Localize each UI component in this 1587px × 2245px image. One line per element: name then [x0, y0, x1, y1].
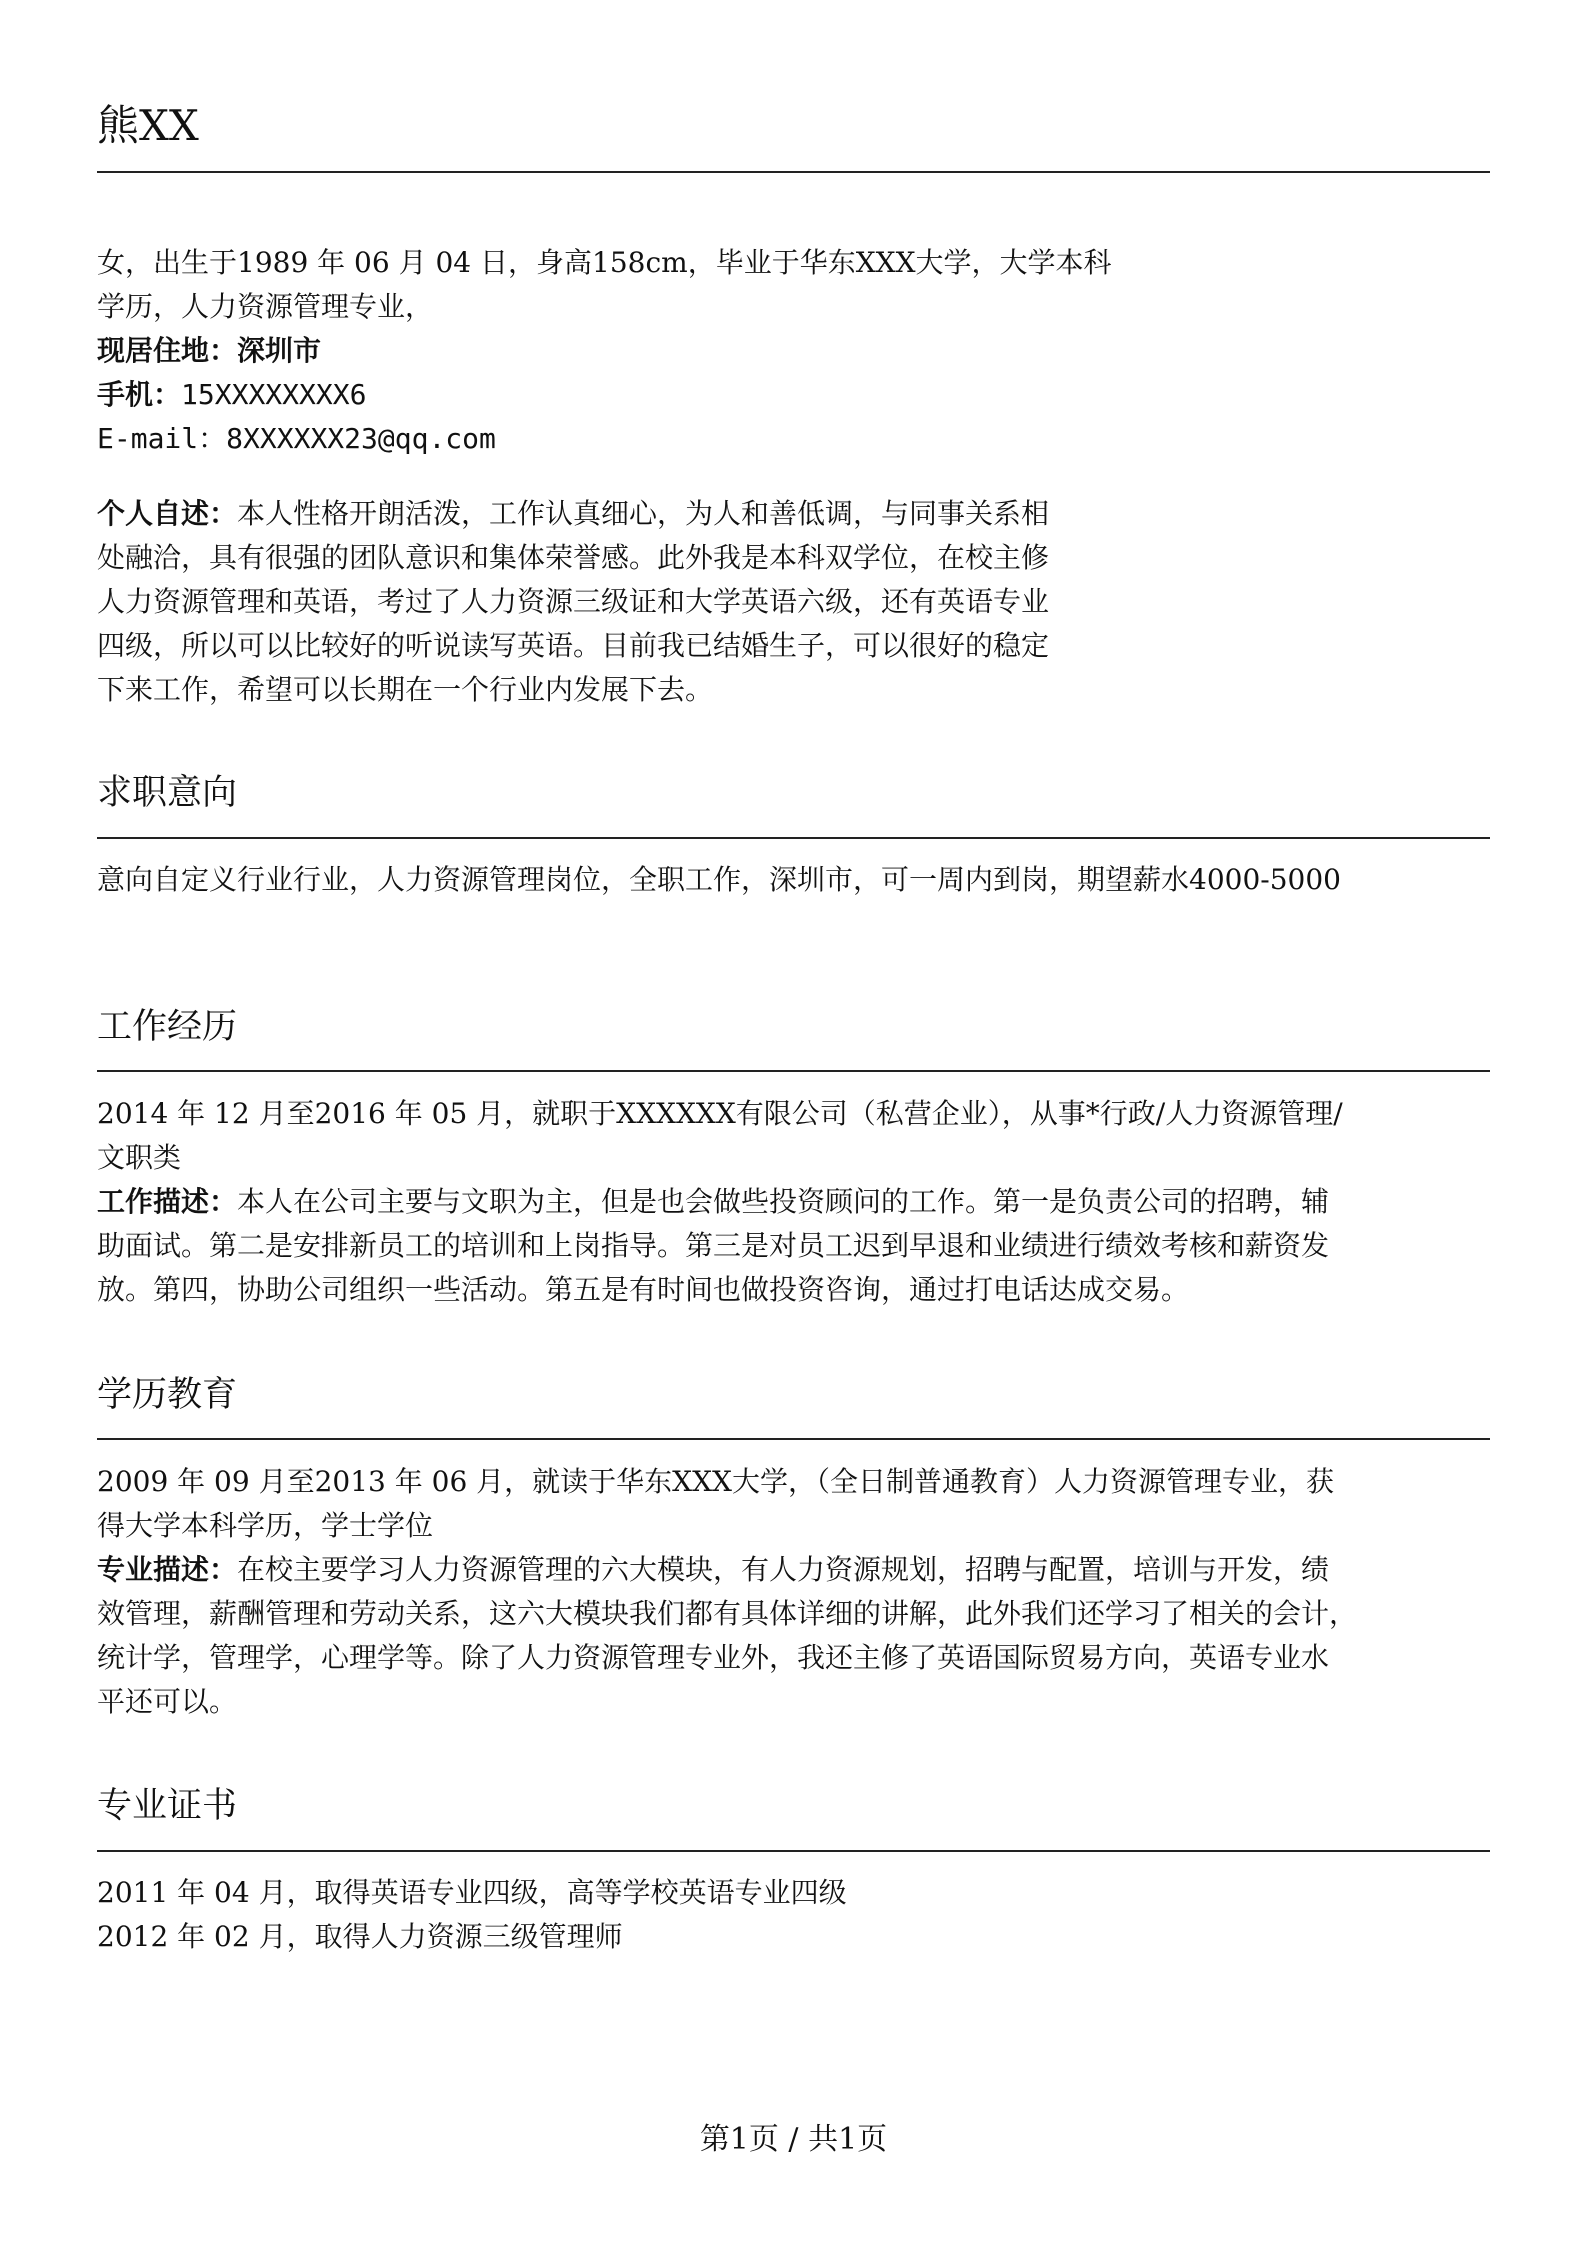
work-desc-line2: 助面试。第二是安排新员工的培训和上岗指导。第三是对员工迟到早退和业绩进行绩效考核和薪资发: [97, 1229, 1330, 1262]
work-desc-label: 工作描述：: [97, 1185, 238, 1218]
self-desc-line4: 四级，所以可以比较好的听说读写英语。目前我已结婚生子，可以很好的稳定: [97, 629, 1050, 662]
education-desc-line1: [97, 1548, 1357, 1592]
job-intent-title: 求职意向: [97, 773, 238, 813]
work-desc-line1: [97, 1180, 1343, 1224]
email-value: 8XXXXXX23@qq.com: [226, 422, 496, 455]
self-desc-line3: 人力资源管理和英语，考过了人力资源三级证和大学英语六级，还有英语专业: [97, 585, 1050, 618]
work-desc-text1: 本人在公司主要与文职为主，但是也会做些投资顾问的工作。第一是负责公司的招聘，辅: [237, 1185, 1330, 1218]
work-desc-line3: 放。第四，协助公司组织一些活动。第五是有时间也做投资咨询，通过打电话达成交易。: [97, 1273, 1190, 1306]
residence-value: 深圳市: [237, 334, 322, 367]
education-block: [97, 1460, 1357, 1724]
page-footer: 第1页 / 共1页: [699, 2122, 888, 2157]
self-desc-text1: 本人性格开朗活泼，工作认真细心，为人和善低调，与同事关系相: [237, 497, 1050, 530]
certificates-title: 专业证书: [97, 1786, 238, 1826]
phone-label: 手机：: [97, 378, 182, 411]
education-desc-text1: 在校主要学习人力资源管理的六大模块，有人力资源规划，招聘与配置，培训与开发，绩: [237, 1553, 1330, 1586]
resume-name: 熊XX: [97, 101, 199, 150]
email-label: E-mail：: [97, 422, 227, 455]
self-desc-line1: [97, 492, 1049, 536]
certificate-item: 2011 年 04 月，取得英语专业四级，高等学校英语专业四级: [97, 1876, 847, 1909]
job-intent-block: [97, 858, 1341, 902]
profile-block: [97, 241, 1112, 461]
profile-intro-line1: 女，出生于1989 年 06 月 04 日，身高158cm，毕业于华东XXX大学，大学本科: [97, 246, 1112, 279]
certificates-divider: [97, 1850, 1490, 1852]
residence-label: 现居住地：: [97, 334, 238, 367]
certificate-item: 2012 年 02 月，取得人力资源三级管理师: [97, 1920, 623, 1953]
profile-intro-line2: 学历，人力资源管理专业，: [97, 290, 434, 323]
education-desc-line3: 统计学，管理学，心理学等。除了人力资源管理专业外，我还主修了英语国际贸易方向，英语专业水: [97, 1641, 1330, 1674]
self-desc-line5: 下来工作，希望可以长期在一个行业内发展下去。: [97, 673, 714, 706]
phone-line: [97, 373, 1112, 417]
education-desc-label: 专业描述：: [97, 1553, 238, 1586]
job-intent-divider: [97, 837, 1490, 839]
education-line1: 2009 年 09 月至2013 年 06 月，就读于华东XXX大学，（全日制普通教育）人力资源管理专业，获: [97, 1465, 1334, 1498]
education-desc-line4: 平还可以。: [97, 1685, 238, 1718]
education-desc-line2: 效管理，薪酬管理和劳动关系，这六大模块我们都有具体详细的讲解，此外我们还学习了相关的会计，: [97, 1597, 1358, 1630]
residence-line: [97, 329, 1112, 373]
education-divider: [97, 1438, 1490, 1440]
work-block: [97, 1092, 1343, 1312]
work-line2: 文职类: [97, 1141, 182, 1174]
work-title: 工作经历: [97, 1007, 238, 1047]
self-desc-line2: 处融洽，具有很强的团队意识和集体荣誉感。此外我是本科双学位，在校主修: [97, 541, 1050, 574]
work-line1: 2014 年 12 月至2016 年 05 月，就职于XXXXXX有限公司（私营企业），从事*行政/人力资源管理/: [97, 1097, 1343, 1130]
certificates-block: [97, 1871, 847, 1959]
education-title: 学历教育: [97, 1375, 238, 1415]
name-divider: [97, 171, 1490, 173]
education-line2: 得大学本科学历，学士学位: [97, 1509, 434, 1542]
email-line: [97, 417, 1112, 461]
self-description-block: [97, 492, 1049, 712]
self-desc-label: 个人自述：: [97, 497, 238, 530]
phone-value: 15XXXXXXXX6: [181, 378, 367, 411]
job-intent-text: 意向自定义行业行业，人力资源管理岗位，全职工作，深圳市，可一周内到岗，期望薪水4000-5000: [97, 863, 1341, 896]
work-divider: [97, 1070, 1490, 1072]
